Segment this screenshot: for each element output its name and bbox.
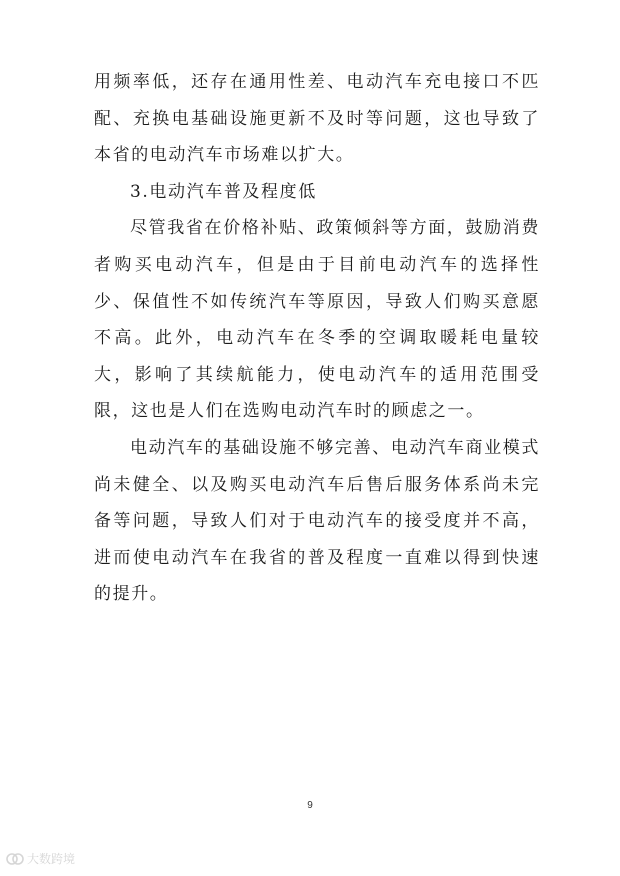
paragraph-infrastructure: 电动汽车的基础设施不够完善、电动汽车商业模式尚未健全、以及购买电动汽车后售后服务体系尚未完备等问题，导致人们对于电动汽车的接受度并不高，进而使电动汽车在我省的普及程度一直难以得到快速的提升。 xyxy=(94,437,540,605)
paragraph-continuation: 用频率低，还存在通用性差、电动汽车充电接口不匹配、充换电基础设施更新不及时等问题，这也导致了本省的电动汽车市场难以扩大。 xyxy=(94,72,540,166)
paragraph-popularity: 尽管我省在价格补贴、政策倾斜等方面，鼓励消费者购买电动汽车，但是由于目前电动汽车的选择性少、保值性不如传统汽车等原因，导致人们购买意愿不高。此外，电动汽车在冬季的空调取暖耗电量较大，影响了其续航能力，使电动汽车的适用范围受限，这也是人们在选购电动汽车时的顾虑之一。 xyxy=(94,218,540,422)
watermark-text: 大数跨境 xyxy=(27,852,76,866)
watermark xyxy=(6,850,75,867)
watermark-logo-icon xyxy=(6,852,24,866)
page-number: 9 xyxy=(307,800,313,811)
document-body xyxy=(94,64,540,613)
section-heading: 3.电动汽车普及程度低 xyxy=(130,181,317,202)
